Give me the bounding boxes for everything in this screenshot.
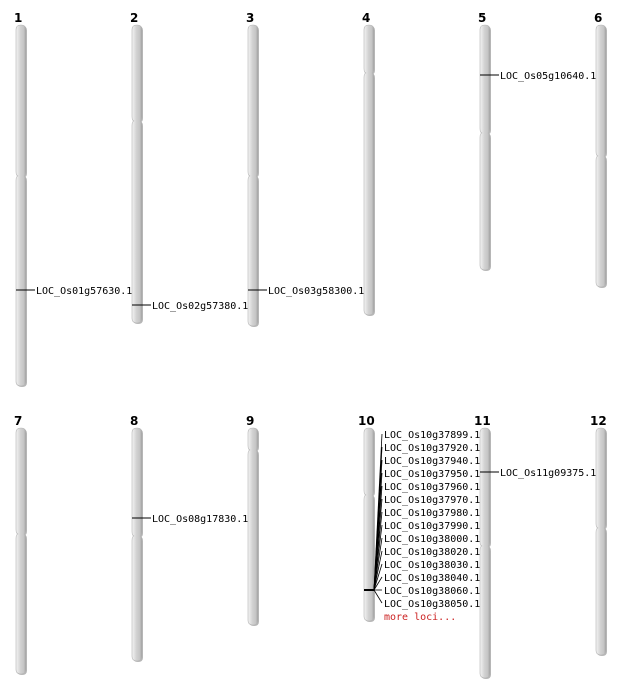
chromosome-body	[364, 25, 374, 315]
chromosome-3[interactable]	[246, 11, 364, 327]
chromosome-number-label: 2	[130, 11, 139, 25]
locus-connector	[374, 590, 382, 603]
chromosome-number-label: 5	[478, 11, 487, 25]
locus-label[interactable]: LOC_Os10g38000.1	[384, 534, 481, 545]
chromosome-number-label: 10	[358, 414, 375, 428]
chromosome-number-label: 12	[590, 414, 607, 428]
chromosome-number-label: 3	[246, 11, 255, 25]
chromosome-body	[480, 428, 490, 678]
chromosome-body	[16, 428, 26, 674]
chromosome-4[interactable]	[362, 11, 375, 316]
chromosome-7[interactable]	[14, 414, 27, 675]
chromosome-1[interactable]	[14, 11, 132, 387]
locus-label[interactable]: LOC_Os10g37899.1	[384, 430, 481, 441]
chromosome-number-label: 1	[14, 11, 23, 25]
chromosome-number-label: 11	[474, 414, 491, 428]
locus-label[interactable]: LOC_Os02g57380.1	[152, 301, 249, 312]
chromosome-number-label: 4	[362, 11, 371, 25]
locus-label[interactable]: LOC_Os10g38040.1	[384, 573, 481, 584]
chromosome-6[interactable]	[594, 11, 607, 288]
chromosome-8[interactable]	[130, 414, 248, 662]
locus-label[interactable]: LOC_Os10g38050.1	[384, 599, 481, 610]
chromosome-2[interactable]	[130, 11, 248, 324]
chromosome-body	[480, 25, 490, 270]
locus-label[interactable]: LOC_Os10g37950.1	[384, 469, 481, 480]
chromosome-body	[16, 25, 26, 386]
chromosome-number-label: 7	[14, 414, 23, 428]
chromosome-body	[248, 428, 258, 625]
chromosome-number-label: 9	[246, 414, 255, 428]
locus-label[interactable]: LOC_Os10g37920.1	[384, 443, 481, 454]
chromosome-body	[364, 428, 374, 621]
chromosome-number-label: 8	[130, 414, 139, 428]
chromosome-number-label: 6	[594, 11, 603, 25]
locus-label[interactable]: LOC_Os10g38020.1	[384, 547, 481, 558]
locus-label[interactable]: LOC_Os10g37980.1	[384, 508, 481, 519]
chromosome-11[interactable]	[474, 414, 596, 679]
chromosome-9[interactable]	[246, 414, 259, 626]
locus-label[interactable]: LOC_Os10g38060.1	[384, 586, 481, 597]
locus-label[interactable]: LOC_Os10g37970.1	[384, 495, 481, 506]
chromosome-body	[132, 25, 142, 323]
chromosome-body	[132, 428, 142, 661]
locus-label[interactable]: LOC_Os10g37960.1	[384, 482, 481, 493]
chromosome-5[interactable]	[478, 11, 596, 271]
locus-label[interactable]: LOC_Os11g09375.1	[500, 468, 597, 479]
locus-label[interactable]: LOC_Os10g38030.1	[384, 560, 481, 571]
locus-label[interactable]: LOC_Os05g10640.1	[500, 71, 597, 82]
chromosome-body	[596, 428, 606, 655]
chromosome-10[interactable]	[358, 414, 480, 623]
locus-label[interactable]: LOC_Os08g17830.1	[152, 514, 249, 525]
locus-label[interactable]: LOC_Os10g37990.1	[384, 521, 481, 532]
locus-label[interactable]: LOC_Os01g57630.1	[36, 286, 133, 297]
locus-label[interactable]: LOC_Os10g37940.1	[384, 456, 481, 467]
chromosome-12[interactable]	[590, 414, 607, 656]
chromosome-body	[596, 25, 606, 287]
more-loci-link[interactable]: more loci...	[384, 612, 457, 623]
locus-label[interactable]: LOC_Os03g58300.1	[268, 286, 365, 297]
chromosome-body	[248, 25, 258, 326]
